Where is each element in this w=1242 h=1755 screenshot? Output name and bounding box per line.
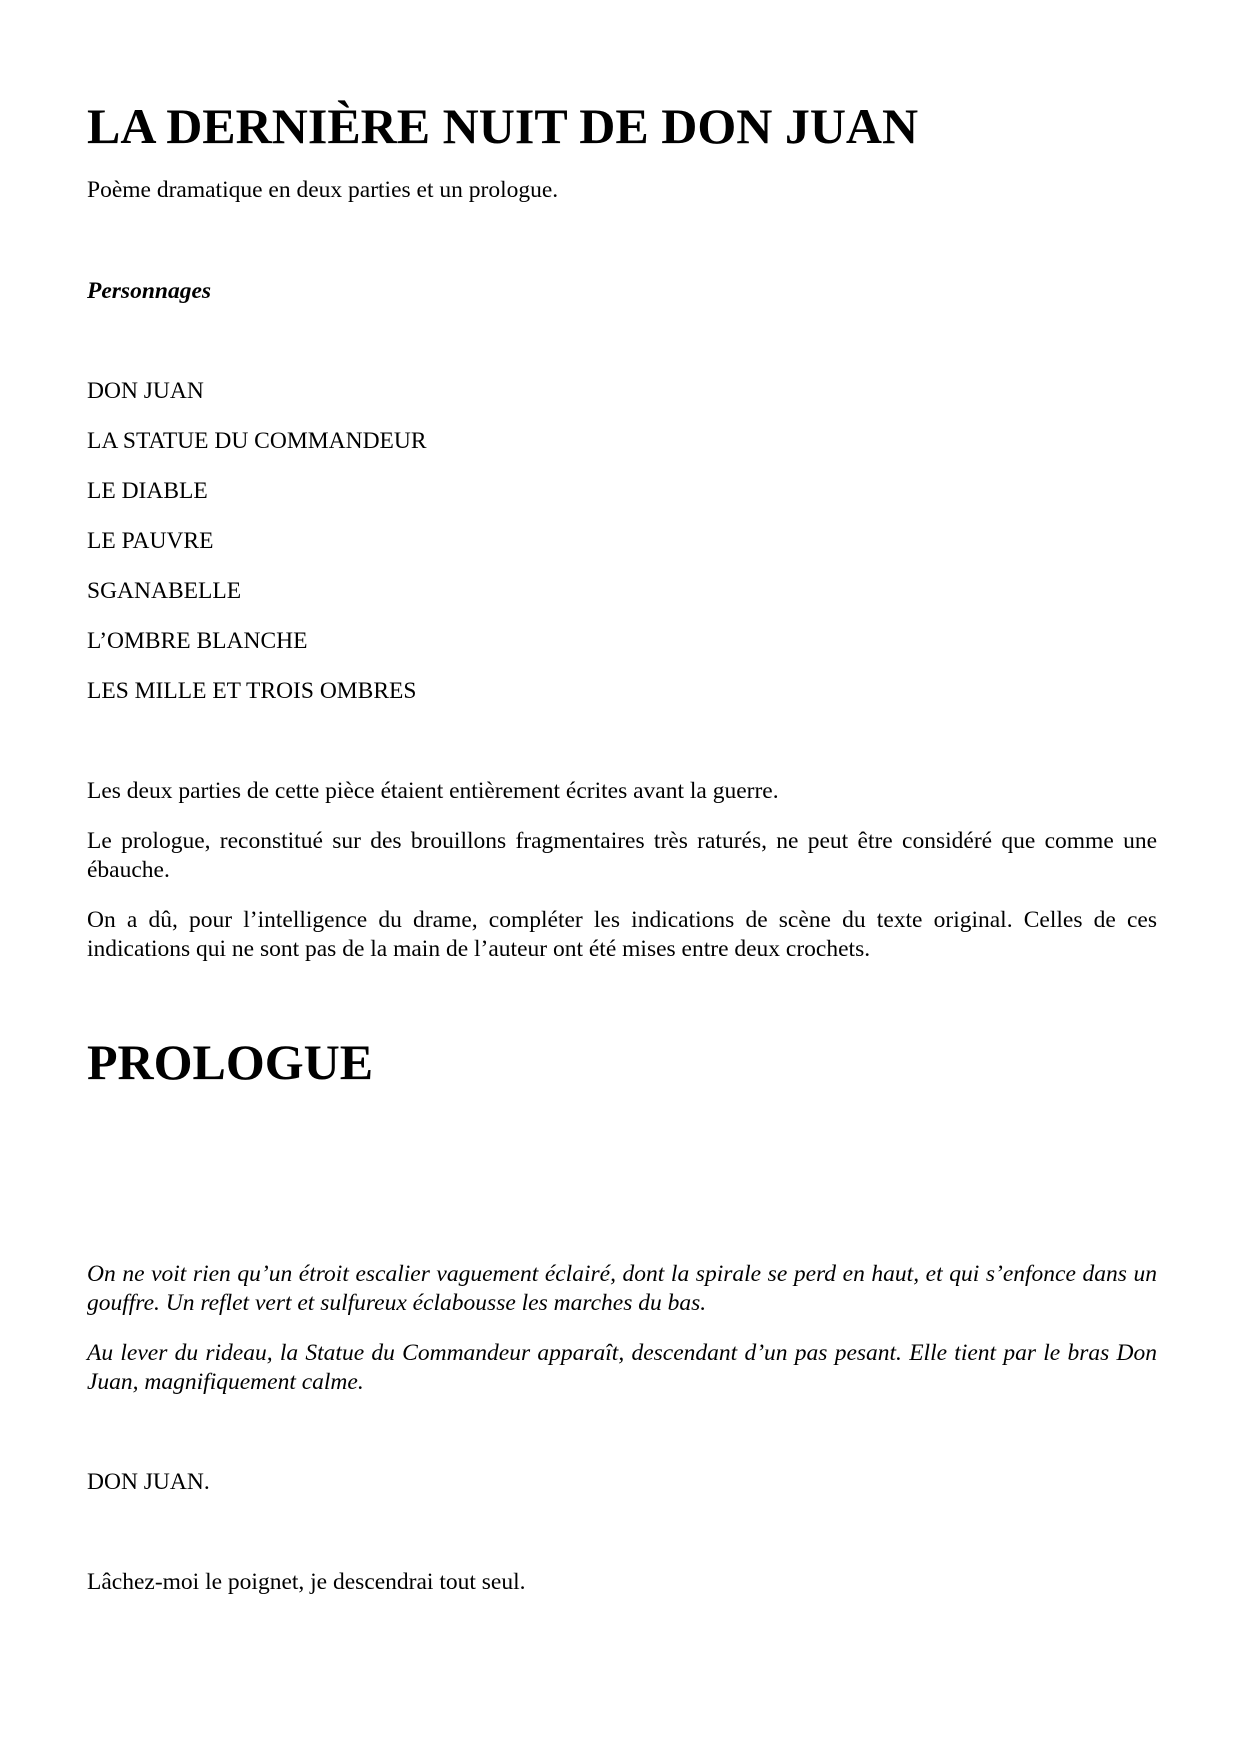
- characters-heading: Personnages: [87, 278, 212, 304]
- note-paragraph: On a dû, pour l’intelligence du drame, compléter les indications de scène du texte original. Celles de ces indications qui ne sont pas de la main de l’auteur ont été mises entre deux crochets.: [87, 907, 1157, 962]
- stage-direction: Au lever du rideau, la Statue du Commandeur apparaît, descendant d’un pas pesant. Elle tient par le bras Don Juan, magnifiquement calme.: [87, 1340, 1157, 1395]
- note-paragraph: Le prologue, reconstitué sur des brouillons fragmentaires très raturés, ne peut être considéré que comme une ébauche.: [87, 828, 1157, 883]
- play-subtitle: Poème dramatique en deux parties et un prologue.: [87, 177, 559, 203]
- stage-direction: On ne voit rien qu’un étroit escalier vaguement éclairé, dont la spirale se perd en haut, et qui s’enfonce dans un gouffre. Un reflet vert et sulfureux éclabousse les marches du bas.: [87, 1261, 1157, 1316]
- prologue-heading: PROLOGUE: [87, 1034, 374, 1090]
- note-paragraph: Les deux parties de cette pièce étaient entièrement écrites avant la guerre.: [87, 778, 779, 804]
- character-item: LE PAUVRE: [87, 528, 214, 554]
- speech-line: Lâchez-moi le poignet, je descendrai tout seul.: [87, 1569, 526, 1595]
- speaker-name: DON JUAN.: [87, 1469, 210, 1495]
- character-item: DON JUAN: [87, 378, 204, 404]
- character-item: LES MILLE ET TROIS OMBRES: [87, 678, 417, 704]
- character-item: LA STATUE DU COMMANDEUR: [87, 428, 427, 454]
- play-title: LA DERNIÈRE NUIT DE DON JUAN: [87, 98, 919, 154]
- character-item: LE DIABLE: [87, 478, 208, 504]
- character-item: L’OMBRE BLANCHE: [87, 628, 308, 654]
- character-item: SGANABELLE: [87, 578, 242, 604]
